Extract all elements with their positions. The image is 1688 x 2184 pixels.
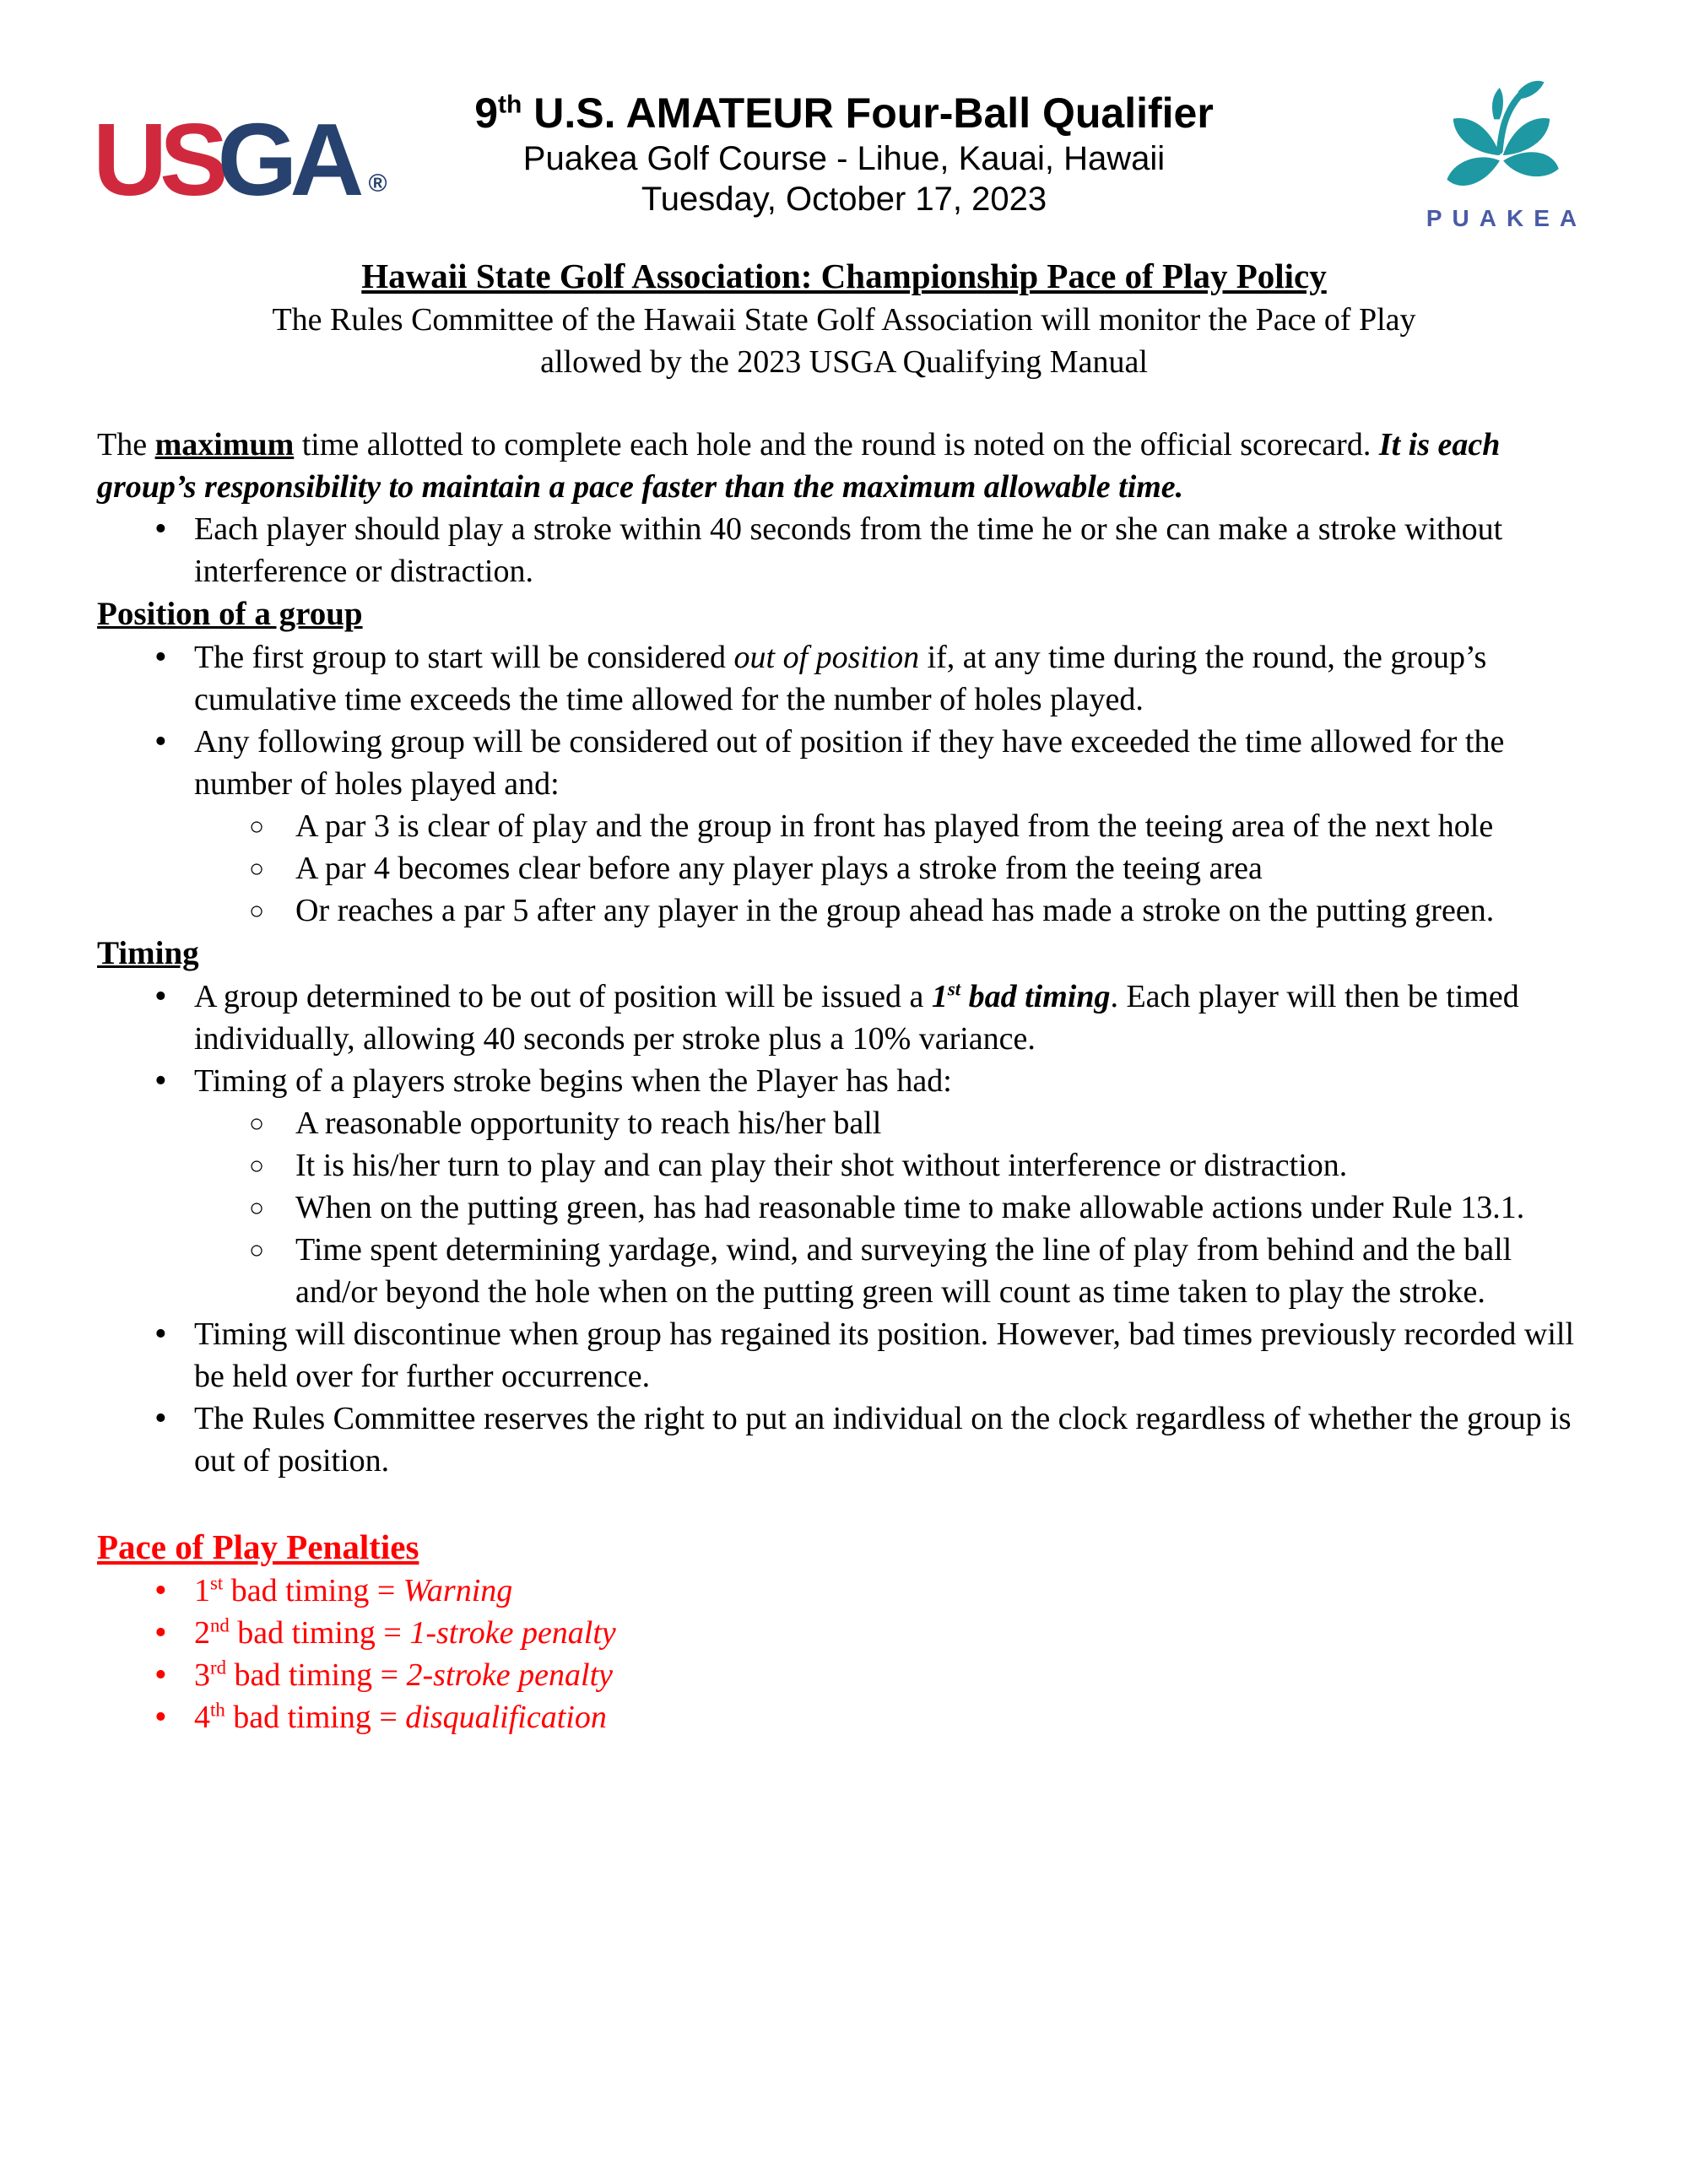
penalty-result: 2-stroke penalty	[406, 1657, 613, 1693]
ordinal-suffix: st	[947, 978, 961, 1000]
event-location: Puakea Golf Course - Lihue, Kauai, Hawaii	[522, 140, 1166, 177]
sub-bullet-par5	[97, 889, 1591, 932]
event-title-ordinal: th	[498, 90, 522, 119]
penalty-item-2	[97, 1612, 1591, 1654]
sub-bullet-yardage	[97, 1229, 1591, 1313]
sub-bullet-text: Time spent determining yardage, wind, and surveying the line of play from behind and the ball and/or beyond the hole when on the putting green will count as time taken to play the stroke.	[295, 1232, 1512, 1310]
penalty-ordinal-suffix: th	[210, 1699, 225, 1721]
penalty-text: bad timing =	[229, 1615, 410, 1651]
bullet-rules-committee	[97, 1397, 1591, 1482]
bullet-text: Timing of a players stroke begins when the Player has had:	[194, 1063, 952, 1099]
max-time-paragraph	[97, 424, 1591, 508]
penalty-ordinal: 4	[194, 1700, 210, 1735]
sub-bullet-text: When on the putting green, has had reasonable time to make allowable actions under Rule 13.1.	[295, 1190, 1525, 1225]
bullet-following-group	[97, 721, 1591, 805]
max-para-responsibility: It is each group’s responsibility to maintain a pace faster than the maximum allowable time.	[97, 427, 1501, 505]
sub-bullet-text: A par 3 is clear of play and the group in front has played from the teeing area of the next hole	[295, 808, 1494, 844]
penalty-ordinal-suffix: st	[210, 1572, 224, 1594]
bullet-text: A group determined to be out of position will be issued a	[194, 979, 932, 1014]
penalty-ordinal-suffix: nd	[210, 1614, 230, 1636]
sub-bullet-text: A reasonable opportunity to reach his/her ball	[295, 1106, 882, 1141]
usga-logo-us: US	[93, 102, 221, 217]
penalties-heading: Pace of Play Penalties	[97, 1527, 419, 1566]
penalty-text: bad timing =	[226, 1657, 407, 1693]
penalty-ordinal: 2	[194, 1615, 210, 1651]
sub-bullet-turn-to-play	[97, 1144, 1591, 1187]
puakea-label: PUAKEA	[1426, 205, 1588, 231]
bullet-text: The first group to start will be considered	[194, 640, 734, 675]
registered-mark-icon: ®	[368, 170, 387, 197]
ordinal-number: 1	[931, 979, 948, 1014]
out-of-position-italic: out of position	[733, 640, 920, 675]
penalty-item-4	[97, 1696, 1591, 1738]
document-header	[0, 0, 1688, 253]
bullet-bad-timing	[97, 976, 1591, 1060]
max-para-maximum: maximum	[154, 427, 295, 462]
timing-heading: Timing	[97, 935, 199, 971]
bad-timing-text: bad timing	[960, 979, 1111, 1014]
bullet-40-seconds	[97, 508, 1591, 592]
penalty-result: disqualification	[405, 1700, 607, 1735]
bullet-text: Timing will discontinue when group has regained its position. However, bad times previously recorded will be held over for further occurrence.	[194, 1316, 1575, 1394]
bullet-timing-begins	[97, 1060, 1591, 1102]
penalty-text: bad timing =	[223, 1573, 403, 1608]
document-body	[0, 253, 1688, 1738]
sub-bullet-text: Or reaches a par 5 after any player in the group ahead has made a stroke on the putting green.	[295, 893, 1495, 928]
penalty-item-1	[97, 1570, 1591, 1612]
sub-bullet-par4	[97, 847, 1591, 889]
bullet-first-group	[97, 636, 1591, 721]
max-para-run: time allotted to complete each hole and the round is noted on the official scorecard.	[294, 427, 1379, 462]
bullet-text: The Rules Committee reserves the right to put an individual on the clock regardless of whether the group is out of position.	[194, 1401, 1572, 1479]
sub-bullet-reach-ball	[97, 1102, 1591, 1144]
intro-line-2: allowed by the 2023 USGA Qualifying Manual	[540, 344, 1148, 380]
policy-heading: Hawaii State Golf Association: Championship Pace of Play Policy	[361, 257, 1327, 295]
penalty-result: Warning	[403, 1573, 513, 1608]
penalty-text: bad timing =	[225, 1700, 406, 1735]
event-date: Tuesday, October 17, 2023	[641, 181, 1047, 218]
penalty-ordinal: 3	[194, 1657, 210, 1693]
first-bad-timing-bold	[932, 979, 1111, 1014]
penalty-ordinal-suffix: rd	[210, 1657, 226, 1679]
puakea-flower-icon	[1409, 71, 1594, 197]
penalty-result: 1-stroke penalty	[409, 1615, 616, 1651]
bullet-text: . Each player will then be timed individually, allowing 40 seconds per stroke plus a 10% variance.	[194, 979, 1519, 1057]
usga-logo-ga: GA	[217, 102, 357, 217]
event-title-rest: U.S. AMATEUR Four-Ball Qualifier	[522, 89, 1214, 137]
event-title-number: 9	[474, 89, 498, 137]
max-para-run: The	[97, 427, 155, 462]
penalty-ordinal: 1	[194, 1573, 210, 1608]
position-heading: Position of a group	[97, 596, 363, 632]
sub-bullet-text: It is his/her turn to play and can play their shot without interference or distraction.	[295, 1148, 1348, 1183]
usga-logo	[93, 102, 387, 217]
bullet-text: if, at any time during the round, the group’s cumulative time exceeds the time allowed for the number of holes played.	[194, 640, 1487, 717]
intro-line-1: The Rules Committee of the Hawaii State Golf Association will monitor the Pace of Play	[272, 302, 1416, 338]
sub-bullet-par3	[97, 805, 1591, 847]
bullet-discontinue	[97, 1313, 1591, 1397]
sub-bullet-putting-green	[97, 1187, 1591, 1229]
penalty-item-3	[97, 1654, 1591, 1696]
sub-bullet-text: A par 4 becomes clear before any player plays a stroke from the teeing area	[295, 851, 1263, 886]
puakea-logo	[1396, 71, 1607, 232]
bullet-text: Each player should play a stroke within 40 seconds from the time he or she can make a stroke without interference or distraction.	[194, 511, 1503, 589]
bullet-text: Any following group will be considered out of position if they have exceeded the time allowed for the number of holes played and:	[194, 724, 1505, 802]
